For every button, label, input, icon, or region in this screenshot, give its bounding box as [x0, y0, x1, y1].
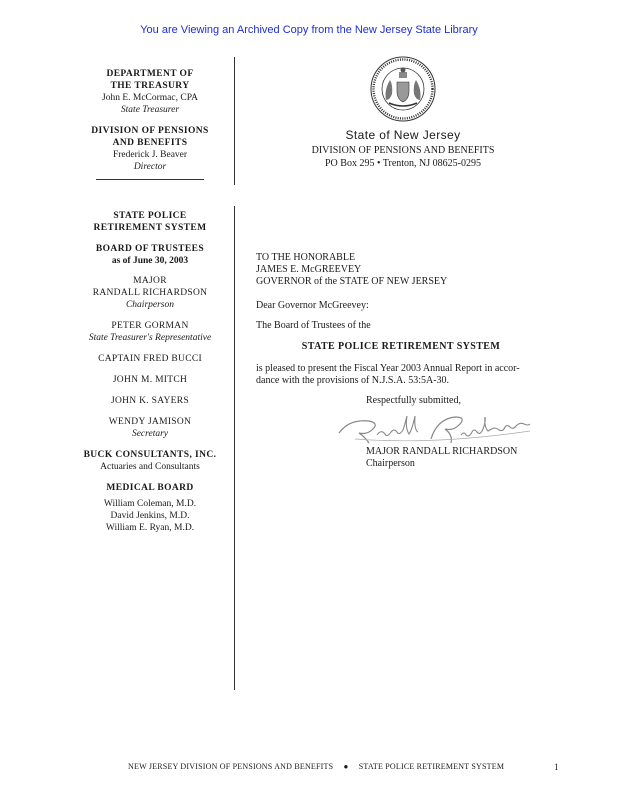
system-name-heading: STATE POLICE RETIREMENT SYSTEM: [301, 341, 501, 352]
division-heading-line1: DIVISION OF PENSIONS: [91, 126, 209, 136]
treasurer-name: John E. McCormac, CPA: [102, 93, 198, 103]
board-as-of: as of June 30, 2003: [111, 256, 189, 266]
trustee-role: Chairperson: [125, 300, 175, 310]
medical-board-member: William E. Ryan, M.D.: [105, 523, 195, 533]
trustee-role: State Treasurer's Representative: [88, 333, 212, 343]
letterhead-address: PO Box 295 • Trenton, NJ 08625-0295: [324, 158, 482, 169]
sidebar-rule-bottom: [234, 206, 235, 690]
trustee-entry: [80, 320, 220, 344]
director-name: Frederick J. Beaver: [112, 150, 188, 160]
medical-board-member: David Jenkins, M.D.: [110, 511, 190, 521]
sidebar-rule-top: [234, 57, 235, 185]
footer-right-text: STATE POLICE RETIREMENT SYSTEM: [358, 762, 505, 771]
letterhead: [284, 129, 522, 170]
addressee-line3: GOVERNOR of the STATE OF NEW JERSEY: [256, 276, 448, 287]
system-heading-line2: RETIREMENT SYSTEM: [93, 223, 207, 233]
treasury-heading-line2: THE TREASURY: [110, 81, 190, 91]
medical-board-member: William Coleman, M.D.: [103, 499, 197, 509]
treasurer-title: State Treasurer: [120, 105, 180, 115]
closing: Respectfully submitted,: [366, 395, 461, 406]
trustee-entry: [80, 395, 220, 407]
actuary-name: BUCK CONSULTANTS, INC.: [83, 450, 217, 460]
trustee-entry: [80, 416, 220, 440]
page-footer: [128, 762, 568, 771]
board-heading: BOARD OF TRUSTEES: [95, 244, 205, 254]
trustee-entry: [80, 353, 220, 365]
division-heading-line2: AND BENEFITS: [112, 138, 188, 148]
medical-board-block: [80, 482, 220, 534]
board-block: [80, 243, 220, 267]
archive-banner: You are Viewing an Archived Copy from the New Jersey State Library: [140, 24, 478, 36]
trustee-name: JOHN M. MITCH: [112, 375, 188, 385]
footer-separator: ●: [343, 762, 349, 771]
body-line1: is pleased to present the Fiscal Year 2003 Annual Report in accor-: [256, 363, 520, 374]
letterhead-division: DIVISION OF PENSIONS AND BENEFITS: [311, 145, 495, 156]
treasury-heading-line1: DEPARTMENT OF: [106, 69, 194, 79]
state-seal-image: [369, 55, 437, 123]
director-title: Director: [133, 162, 167, 172]
trustee-entry: [80, 275, 220, 311]
medical-board-heading: MEDICAL BOARD: [106, 483, 194, 493]
actuary-block: [80, 449, 220, 473]
intro-line: The Board of Trustees of the: [256, 320, 371, 331]
treasury-block: [80, 68, 220, 116]
page-number: 1: [554, 762, 559, 772]
addressee-line1: TO THE HONORABLE: [256, 252, 356, 263]
trustee-name: WENDY JAMISON: [108, 417, 192, 427]
letterhead-state: State of New Jersey: [345, 128, 461, 142]
system-block: [80, 210, 220, 234]
trustee-name: CAPTAIN FRED BUCCI: [98, 354, 202, 364]
signer-name: MAJOR RANDALL RICHARDSON: [366, 446, 518, 457]
signer-title: Chairperson: [366, 458, 415, 469]
sidebar-board: [80, 210, 220, 543]
salutation: Dear Governor McGreevey:: [256, 300, 369, 311]
trustee-name-line2: RANDALL RICHARDSON: [92, 288, 208, 298]
addressee-line2: JAMES E. McGREEVEY: [256, 264, 362, 275]
trustee-entry: [80, 374, 220, 386]
trustee-role: Secretary: [131, 429, 169, 439]
body-line2: dance with the provisions of N.J.S.A. 53:5A-30.: [256, 375, 450, 386]
sidebar-divider: [96, 179, 204, 180]
footer-left-text: NEW JERSEY DIVISION OF PENSIONS AND BENEFITS: [128, 762, 334, 771]
system-heading-line1: STATE POLICE: [113, 211, 187, 221]
actuary-role: Actuaries and Consultants: [100, 462, 200, 472]
signature-image: [335, 409, 550, 454]
trustee-name: PETER GORMAN: [111, 321, 189, 331]
division-block: [80, 125, 220, 180]
trustee-name: JOHN K. SAYERS: [110, 396, 190, 406]
sidebar-officials: [80, 68, 220, 189]
trustee-name-line1: MAJOR: [133, 276, 167, 286]
